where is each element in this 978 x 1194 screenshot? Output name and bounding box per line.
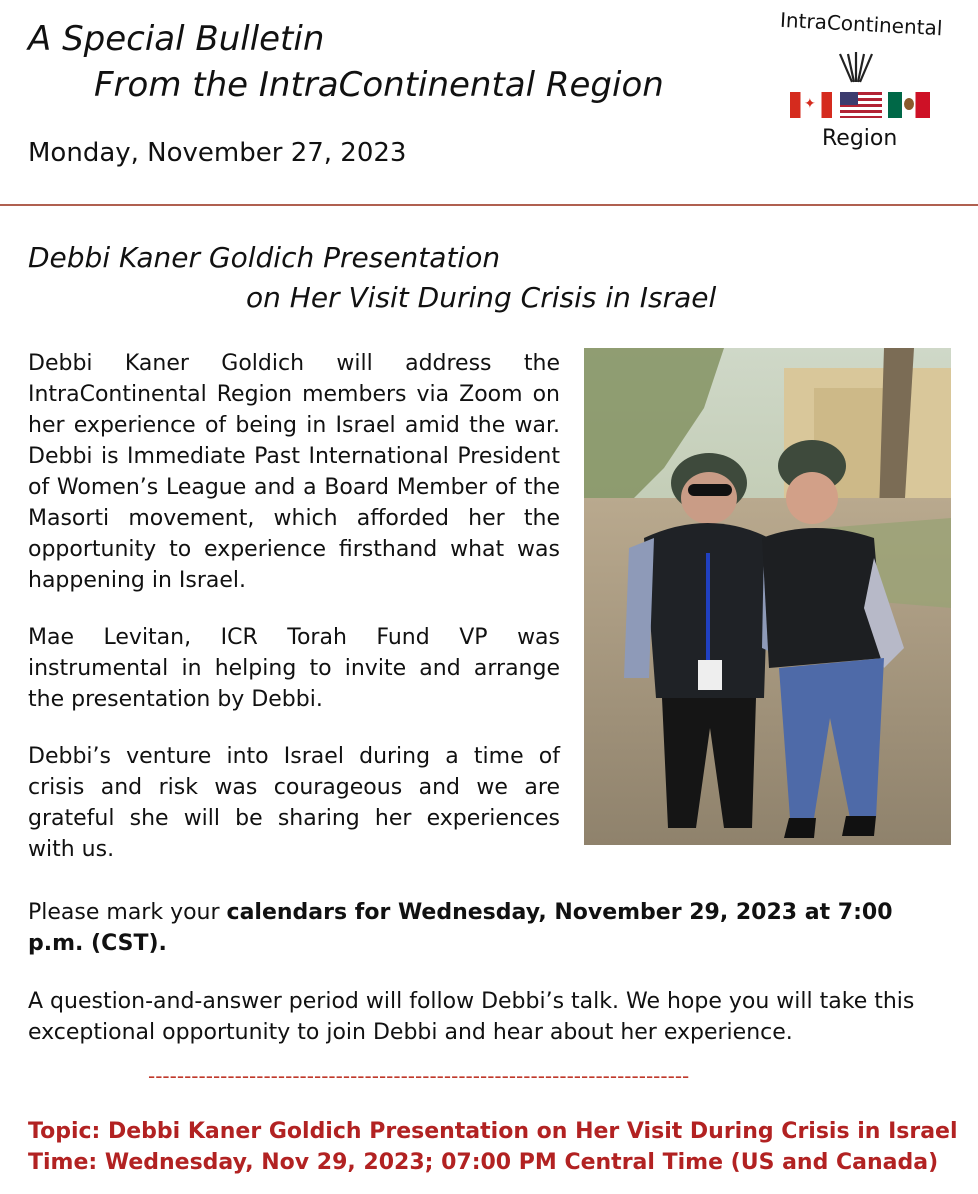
menorah-icon — [836, 48, 876, 88]
meeting-time: Time: Wednesday, Nov 29, 2023; 07:00 PM Central Time (US and Canada) — [28, 1150, 939, 1175]
paragraph-gratitude: Debbi’s venture into Israel during a time of crisis and risk was courageous and we are grateful she will be sharing her experiences with us. — [28, 744, 560, 862]
dashed-divider: --------------------------------------------------------------------------- — [148, 1064, 690, 1088]
bulletin-date: Monday, November 27, 2023 — [28, 138, 407, 168]
mexico-flag-icon — [888, 92, 930, 118]
bulletin-title-line2: From the IntraContinental Region — [94, 65, 664, 105]
logo-top-text: IntraContinental — [779, 7, 944, 41]
article-body — [28, 348, 560, 891]
article-title-line2: on Her Visit During Crisis in Israel — [246, 281, 717, 314]
usa-flag-icon — [840, 92, 882, 118]
paragraph-organizer: Mae Levitan, ICR Torah Fund VP was instrumental in helping to invite and arrange the presentation by Debbi. — [28, 625, 560, 712]
qa-notice: A question-and-answer period will follow Debbi’s talk. We hope you will take this exceptional opportunity to join Debbi and hear about her experience. — [28, 989, 915, 1045]
article-title-line1: Debbi Kaner Goldich Presentation — [28, 241, 501, 274]
maple-leaf-icon: ✦ — [804, 96, 816, 112]
calendar-prefix: Please mark your — [28, 900, 227, 925]
bulletin-title-line1: A Special Bulletin — [28, 19, 325, 59]
canada-flag-icon — [790, 92, 832, 118]
calendar-notice — [28, 897, 950, 959]
paragraph-intro: Debbi Kaner Goldich will address the IntraContinental Region members via Zoom on her experience of being in Israel amid the war. Debbi is Immediate Past International President of Women’s League and a Board Member of the Masorti movement, which afforded her the opportunity to experience firsthand what was happening in Israel. — [28, 351, 560, 593]
article-title — [28, 238, 716, 318]
meeting-topic: Topic: Debbi Kaner Goldich Presentation on Her Visit During Crisis in Israel — [28, 1119, 958, 1144]
region-logo — [774, 6, 954, 156]
logo-bottom-text: Region — [822, 126, 898, 151]
header-divider — [0, 204, 978, 206]
meeting-details — [28, 1116, 958, 1178]
bulletin-title — [28, 16, 664, 108]
calendar-date-bold: calendars for Wednesday, November 29, 2023 at 7:00 p.m. (CST). — [28, 900, 893, 956]
speaker-photo — [584, 348, 951, 845]
